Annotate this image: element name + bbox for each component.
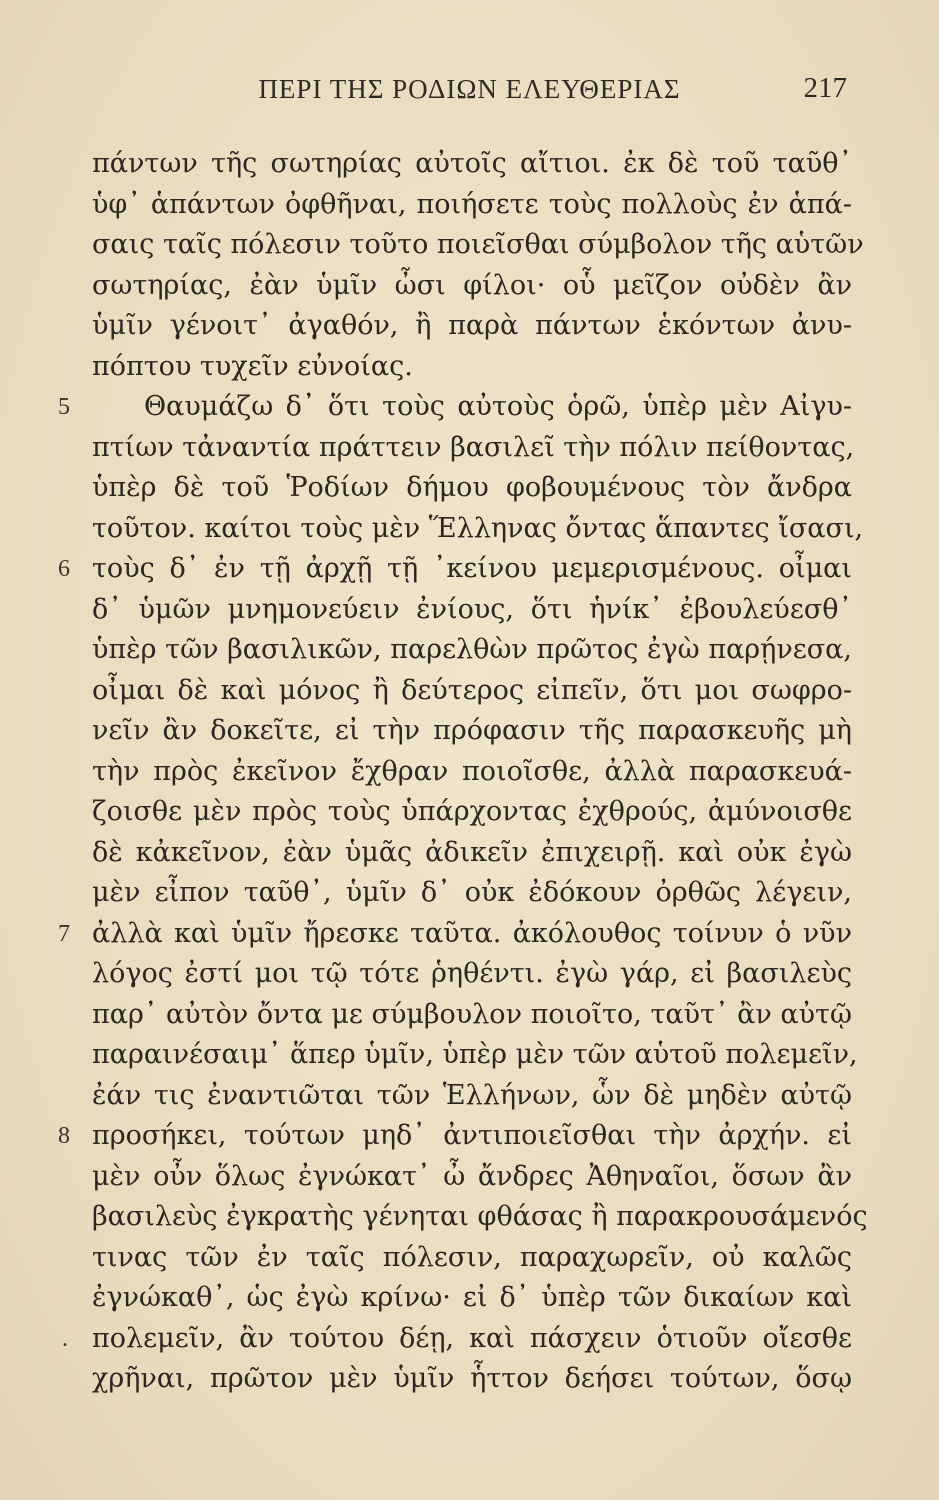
text-line [62, 1319, 852, 1360]
running-head [0, 68, 939, 108]
line-text: τοὺς δ᾽ ἐν τῇ ἀρχῇ τῇ ᾽κείνου μεμερισμένους. οἶμαι [92, 553, 852, 584]
text-line [92, 144, 852, 185]
text-line [58, 914, 852, 955]
section-number: . [62, 1325, 68, 1352]
line-text: σωτηρίας, ἐὰν ὑμῖν ὦσι φίλοι· οὗ μεῖζον οὐδὲν ἂν [92, 269, 852, 301]
text-line [92, 590, 852, 631]
line-text: ὑπὲρ δὲ τοῦ Ῥοδίων δήμου φοβουμένους τὸν ἄνδρα [92, 472, 852, 503]
line-text: βασιλεὺς ἐγκρατὴς γένηται φθάσας ἢ παρακρουσάμενός [92, 1201, 868, 1232]
line-text: τινας τῶν ἐν ταῖς πόλεσιν, παραχωρεῖν, οὐ καλῶς [92, 1241, 852, 1273]
section-number: 6 [58, 556, 70, 582]
text-line [92, 347, 852, 388]
text-line [92, 833, 852, 874]
section-number: 7 [58, 920, 70, 947]
line-text: μὲν εἶπον ταῦθ᾽, ὑμῖν δ᾽ οὐκ ἐδόκουν ὀρθῶς λέγειν, [92, 877, 852, 908]
page-number: 217 [803, 72, 847, 104]
line-text: ὑμῖν γένοιτ᾽ ἀγαθόν, ἢ παρὰ πάντων ἑκόντων ἀνυ- [92, 310, 852, 341]
line-text: παραινέσαιμ᾽ ἅπερ ὑμῖν, ὑπὲρ μὲν τῶν αὑτοῦ πολεμεῖν, [92, 1039, 858, 1070]
text-line [92, 306, 852, 347]
line-text: πόπτου τυχεῖν εὐνοίας. [92, 350, 413, 382]
line-text: οἶμαι δὲ καὶ μόνος ἢ δεύτερος εἰπεῖν, ὅτι μοι σωφρο- [92, 674, 852, 706]
greek-text-body [58, 144, 868, 1400]
text-line [58, 1116, 852, 1157]
text-line [92, 1035, 858, 1076]
line-text: τοῦτον. καίτοι τοὺς μὲν Ἕλληνας ὄντας ἅπαντες ἴσασι, [92, 512, 864, 544]
line-text: δὲ κἀκεῖνον, ἐὰν ὑμᾶς ἀδικεῖν ἐπιχειρῇ. καὶ οὐκ ἐγὼ [92, 836, 852, 868]
text-line [92, 954, 852, 995]
text-line [92, 185, 852, 226]
text-line [92, 995, 852, 1036]
text-line [92, 225, 864, 266]
text-line [92, 792, 852, 833]
text-line [92, 1076, 852, 1117]
section-number: 5 [58, 394, 70, 420]
line-text: προσήκει, τούτων μηδ᾽ ἀντιποιεῖσθαι τὴν ἀρχήν. εἰ [92, 1120, 852, 1151]
text-line [92, 752, 852, 793]
line-text: πολεμεῖν, ἂν τούτου δέῃ, καὶ πάσχειν ὁτιοῦν οἴεσθε [92, 1322, 852, 1354]
text-line [92, 1197, 868, 1238]
line-text: ἐγνώκαθ᾽, ὡς ἐγὼ κρίνω· εἰ δ᾽ ὑπὲρ τῶν δικαίων καὶ [92, 1282, 852, 1313]
line-text: μὲν οὖν ὅλως ἐγνώκατ᾽ ὦ ἄνδρες Ἀθηναῖοι, ὅσων ἂν [92, 1160, 852, 1192]
text-line [92, 873, 852, 914]
text-line [92, 428, 855, 469]
line-text: παρ᾽ αὐτὸν ὄντα με σύμβουλον ποιοῖτο, ταῦτ᾽ ἂν αὐτῷ [92, 998, 852, 1030]
text-line [92, 1157, 852, 1198]
text-line [92, 630, 852, 671]
line-text: χρῆναι, πρῶτον μὲν ὑμῖν ἧττον δεήσει τούτων, ὅσῳ [92, 1363, 852, 1394]
line-text: λόγος ἐστί μοι τῷ τότε ῥηθέντι. ἐγὼ γάρ, εἰ βασιλεὺς [92, 958, 852, 989]
line-text: τὴν πρὸς ἐκεῖνον ἔχθραν ποιοῖσθε, ἀλλὰ παρασκευά- [92, 755, 852, 787]
line-text: πτίων τἀναντία πράττειν βασιλεῖ τὴν πόλιν πείθοντας, [92, 431, 855, 463]
running-title: ΠΕΡΙ ΤΗΣ ΡΟΔΙΩΝ ΕΛΕΥΘΕΡΙΑΣ [258, 74, 681, 104]
text-line [58, 387, 852, 428]
line-text: ὑφ᾽ ἁπάντων ὀφθῆναι, ποιήσετε τοὺς πολλοὺς ἐν ἁπά- [92, 188, 852, 220]
line-text: Θαυμάζω δ᾽ ὅτι τοὺς αὐτοὺς ὁρῶ, ὑπὲρ μὲν Αἰγυ- [144, 391, 852, 422]
text-line [92, 266, 852, 307]
line-text: ζοισθε μὲν πρὸς τοὺς ὑπάρχοντας ἐχθρούς, ἀμύνοισθε [92, 796, 852, 827]
line-text: σαις ταῖς πόλεσιν τοῦτο ποιεῖσθαι σύμβολον τῆς αὑτῶν [92, 229, 864, 260]
section-number: 8 [58, 1123, 70, 1149]
line-text: ἀλλὰ καὶ ὑμῖν ἤρεσκε ταῦτα. ἀκόλουθος τοίνυν ὁ νῦν [92, 917, 852, 949]
text-line [58, 549, 852, 590]
line-text: νεῖν ἂν δοκεῖτε, εἰ τὴν πρόφασιν τῆς παρασκευῆς μὴ [92, 715, 852, 746]
text-line [92, 1359, 852, 1400]
text-line [92, 509, 864, 550]
text-line [92, 1238, 852, 1279]
text-line [92, 671, 852, 712]
text-line [92, 1278, 852, 1319]
line-text: ἐάν τις ἐναντιῶται τῶν Ἑλλήνων, ὧν δὲ μηδὲν αὐτῷ [92, 1079, 852, 1111]
line-text: δ᾽ ὑμῶν μνημονεύειν ἐνίους, ὅτι ἡνίκ᾽ ἐβουλεύεσθ᾽ [92, 593, 852, 625]
text-line [92, 468, 852, 509]
text-line [92, 711, 852, 752]
line-text: ὑπὲρ τῶν βασιλικῶν, παρελθὼν πρῶτος ἐγὼ παρῄνεσα, [92, 634, 852, 665]
line-text: πάντων τῆς σωτηρίας αὐτοῖς αἴτιοι. ἐκ δὲ τοῦ ταῦθ᾽ [92, 148, 852, 179]
